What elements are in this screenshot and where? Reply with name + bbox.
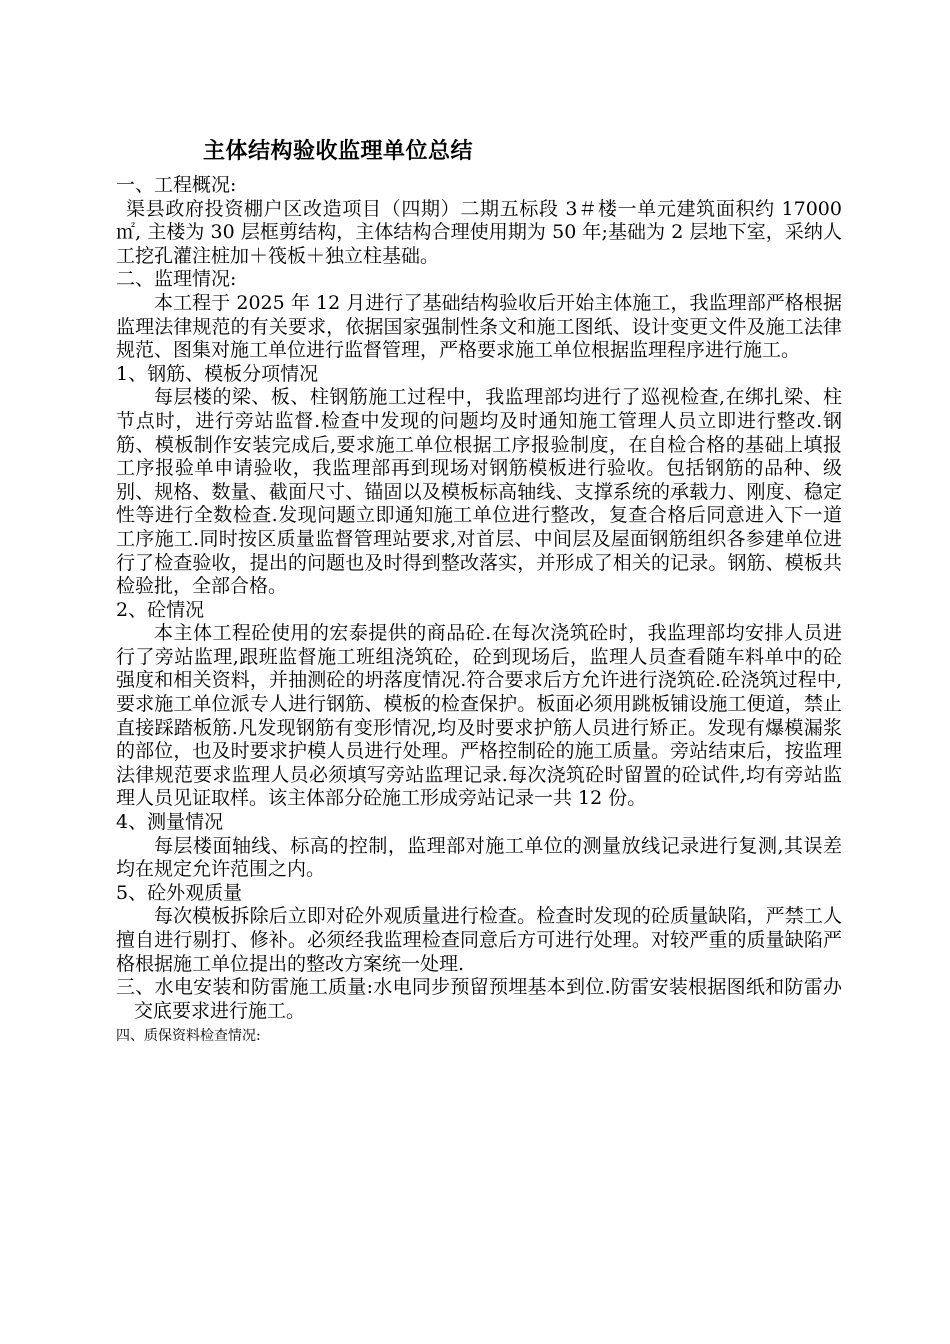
subsection-1-paragraph: 每层楼的梁、板、柱钢筋施工过程中，我监理部均进行了巡视检查,在绑扎梁、柱节点时，进行旁站监督.检查中发现的问题均及时通知施工管理人员立即进行整改.钢筋、模板制作安装完成后,要求施工单位根据工序报验制度，在自检合格的基础上填报工序报验单申请验收，我监理部再到现场对钢筋模板进行验收。包括钢筋的品种、级别、规格、数量、截面尺寸、锚固以及模板标高轴线、支撑系统的承载力、刚度、稳定性等进行全数检查.发现问题立即通知施工单位进行整改，复查合格后同意进入下一道工序施工.同时按区质量监督管理站要求,对首层、中间层及屋面钢筋组织各参建单位进行了检查验收，提出的问题也及时得到整改落实，并形成了相关的记录。钢筋、模板共检验批，全部合格。 bbox=[116, 386, 842, 598]
section-1-paragraph: 渠县政府投资棚户区改造项目（四期）二期五标段 3＃楼一单元建筑面积约 17000㎡, 主楼为 30 层框剪结构，主体结构合理使用期为 50 年;基础为 2 层地下室，采纳人工挖孔灌注桩加＋筏板＋独立柱基础。 bbox=[116, 197, 842, 267]
subsection-2-heading: 2、砼情况 bbox=[116, 598, 205, 621]
section-2-paragraph: 本工程于 2025 年 12 月进行了基础结构验收后开始主体施工，我监理部严格根据监理法律规范的有关要求，依据国家强制性条文和施工图纸、设计变更文件及施工法律规范、图集对施工单位进行监督管理，严格要求施工单位根据监理程序进行施工。 bbox=[116, 291, 842, 362]
section-1-heading: 一、工程概况: bbox=[116, 174, 237, 196]
subsection-1-heading: 1、钢筋、模板分项情况 bbox=[116, 362, 319, 385]
subsection-4-paragraph: 每层楼面轴线、标高的控制，监理部对施工单位的测量放线记录进行复测,其误差均在规定允许范围之内。 bbox=[116, 834, 842, 881]
section-2-heading: 二、监理情况: bbox=[116, 268, 237, 291]
subsection-2-paragraph: 本主体工程砼使用的宏泰提供的商品砼.在每次浇筑砼时，我监理部均安排人员进行了旁站监理,跟班监督施工班组浇筑砼，砼到现场后，监理人员查看随车料单中的砼强度和相关资料，并抽测砼的坍落度情况.符合要求后方允许进行浇筑砼.砼浇筑过程中,要求施工单位派专人进行钢筋、模板的检查保护。板面必须用跳板铺设施工便道，禁止直接踩踏板筋.凡发现钢筋有变形情况,均及时要求护筋人员进行矫正。发现有爆模漏浆的部位，也及时要求护模人员进行处理。严格控制砼的施工质量。旁站结束后，按监理法律规范要求监理人员必须填写旁站监理记录.每次浇筑砼时留置的砼试件,均有旁站监理人员见证取样。该主体部分砼施工形成旁站记录一共 12 份。 bbox=[116, 622, 842, 810]
document-title: 主体结构验收监理单位总结 bbox=[203, 138, 474, 164]
section-4-heading: 四、质保资料检查情况: bbox=[116, 1028, 261, 1045]
subsection-4-heading: 4、测量情况 bbox=[116, 811, 224, 834]
subsection-5-paragraph: 每次模板拆除后立即对砼外观质量进行检查。检查时发现的砼质量缺陷，严禁工人擅自进行剔打、修补。必须经我监理检查同意后方可进行处理。对较严重的质量缺陷严格根据施工单位提出的整改方案统一处理. bbox=[116, 905, 842, 975]
section-3-paragraph: 三、水电安装和防雷施工质量:水电同步预留预埋基本到位.防雷安装根据图纸和防雷办交底要求进行施工。 bbox=[116, 976, 842, 1022]
document-body bbox=[116, 134, 842, 1047]
subsection-5-heading: 5、砼外观质量 bbox=[116, 881, 243, 904]
